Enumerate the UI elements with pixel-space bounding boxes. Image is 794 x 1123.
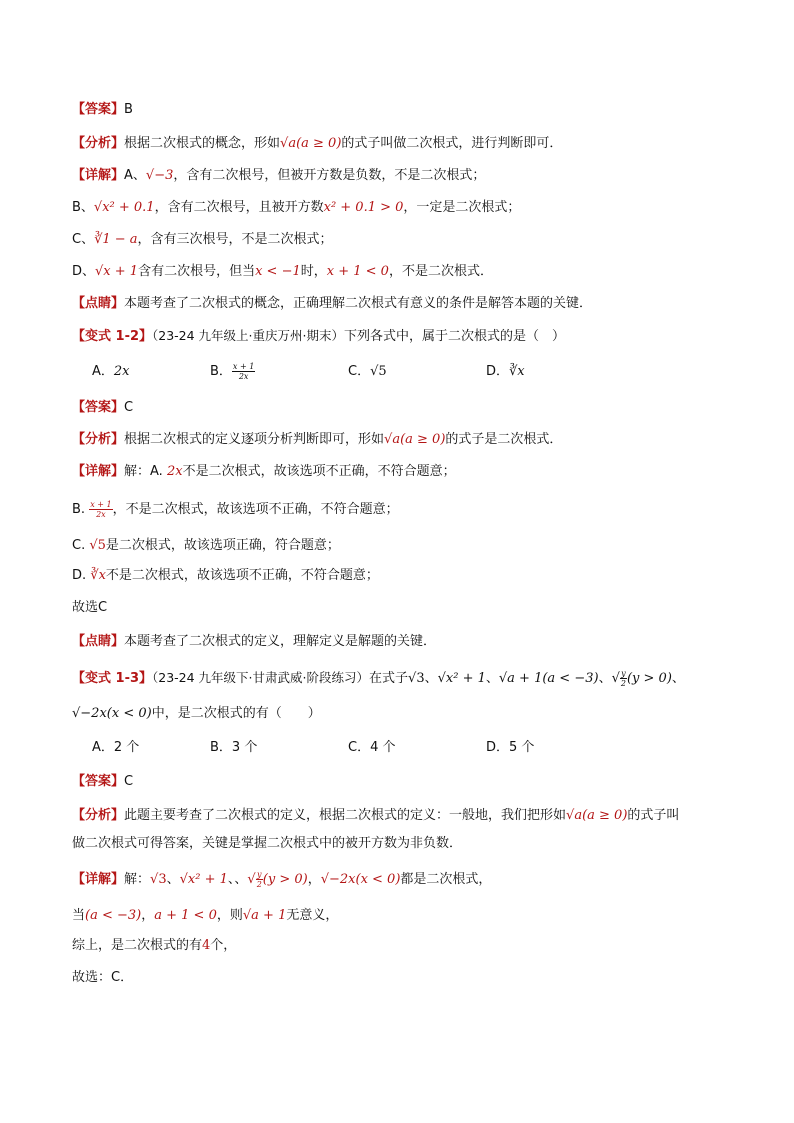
detail-fraction [256,870,263,889]
question-source: （23-24 九年级上·重庆万州·期末） [152,328,345,343]
detail-math: 4 [202,938,211,953]
answer-tag: 【答案】 [72,774,125,789]
separator: ， [307,872,321,887]
detail-line-d [72,566,379,586]
detail-tag: 【详解】 [72,872,125,887]
question-tag: 【变式 1-3】 [72,671,153,686]
option-d [486,738,534,758]
question-title [72,668,685,688]
fraction-denominator: 2x [96,510,106,519]
detail-prefix: C. [72,538,86,553]
detail-math: √−2x(x < 0) [320,872,401,887]
detail-text: 含有二次根号，但当 [138,264,256,279]
option-text: 5 个 [509,740,535,755]
comment-line [72,632,436,652]
expr-sqrt3: √3 [408,671,425,686]
detail-line-b [72,500,399,520]
detail-expr-sqrt-y-over-2 [247,872,307,887]
comment-text: 本题考查了二次根式的概念，正确理解二次根式有意义的条件是解答本题的关键． [124,296,593,311]
separator: 、 [671,671,685,686]
option-label: C． [348,740,371,755]
detail-math: ∛x [90,568,106,583]
separator: ， [141,908,155,923]
option-label: B． [210,740,232,755]
fraction-numerator: x + 1 [232,362,255,371]
analysis-tag: 【分析】 [72,808,125,823]
expr-sqrt-x2-plus-1: √x² + 1 [437,671,486,686]
fraction-denominator: 2x [238,372,249,381]
analysis-text-end: 的式子叫 [627,808,680,823]
answer-line [72,772,133,792]
analysis-tag: 【分析】 [72,432,125,447]
sqrt-symbol [247,872,255,887]
detail-math-2: x² + 0.1 > 0 [323,200,404,215]
question-options [92,738,732,758]
option-label: D． [486,364,510,379]
option-d [486,362,525,382]
detail-line-b [72,198,520,218]
analysis-text: 根据二次根式的概念，形如 [124,136,281,151]
option-label: B． [210,364,232,379]
fraction-numerator: x + 1 [90,500,112,509]
detail-text: ，不是二次根式，故该选项不正确，不符合题意； [112,502,399,517]
detail-text: ，含有三次根号，不是二次根式； [137,232,333,247]
expr-condition: (y > 0) [262,872,308,887]
question-tag: 【变式 1-2】 [72,329,153,344]
conclusion-line [72,968,133,988]
expr-sqrt-y-over-2 [612,671,672,686]
option-math: 2x [113,364,130,379]
detail-line-a [72,870,491,890]
separator: 、 [166,872,180,887]
detail-fraction [89,500,112,519]
option-fraction [232,362,255,381]
question-text: 下列各式中，属于二次根式的是（ ） [344,329,566,344]
detail-text-end: ，不是二次根式． [388,264,493,279]
option-c [348,738,395,758]
answer-value: B [124,102,133,117]
analysis-text-end: 的式子叫做二次根式，进行判断即可． [341,136,563,151]
detail-prefix: B、 [72,200,94,215]
detail-math: √5 [89,538,106,553]
detail-tag: 【详解】 [72,464,125,479]
option-b [210,738,257,758]
detail-text: 不是二次根式，故该选项不正确，不符合题意； [105,568,379,583]
detail-prefix: D、 [72,264,96,279]
fraction-numerator: y [621,669,626,678]
question-title [72,326,565,346]
sqrt-symbol [612,671,620,686]
analysis-text-end: 的式子是二次根式． [445,432,563,447]
detail-math: √a + 1 [242,908,287,923]
detail-math-2: x < −1 [255,264,301,279]
conclusion-text: 故选：C． [72,970,134,985]
separator: 、 [424,671,438,686]
detail-text: ，则 [216,908,243,923]
detail-prefix: 当 [72,908,86,923]
analysis-math: √a(a ≥ 0) [280,136,342,151]
analysis-line [72,806,679,826]
option-text: 2 个 [113,740,140,755]
option-math: √5 [370,364,387,379]
question-text: 中，是二次根式的有（ ） [151,706,321,721]
separator: 、、 [227,872,248,887]
option-a [92,738,139,758]
analysis-text: 此题主要考查了二次根式的定义，根据二次根式的定义：一般地，我们把形如 [124,808,567,823]
detail-math: ∛1 − a [94,232,138,247]
analysis-line [72,134,562,154]
expr-sqrt-a-plus-1: √a + 1(a < −3) [498,671,599,686]
expr-condition: (y > 0) [626,671,672,686]
option-c [348,362,387,382]
detail-text: 是二次根式，故该选项正确，符合题意； [105,538,340,553]
option-label: A． [92,740,114,755]
comment-tag: 【点睛】 [72,296,125,311]
detail-line-c [72,936,236,956]
detail-line-d [72,262,493,282]
detail-line-b [72,906,338,926]
detail-prefix: A、 [124,168,146,183]
conclusion-line [72,598,107,618]
analysis-tag: 【分析】 [72,136,125,151]
detail-tag: 【详解】 [72,168,125,183]
detail-text-end: 无意义， [286,908,339,923]
detail-text-end: ，一定是二次根式； [403,200,521,215]
answer-tag: 【答案】 [72,400,125,415]
separator: 、 [485,671,499,686]
conclusion-text: 故选C [72,600,108,615]
option-label: D． [486,740,510,755]
answer-value: C [124,400,134,415]
analysis-text: 做二次根式可得答案，关键是掌握二次根式中的被开方数为非负数． [72,836,463,851]
detail-prefix: B. [72,502,86,517]
fraction-numerator: y [256,870,262,879]
detail-prefix: 综上，是二次根式的有 [72,938,203,953]
expr-sqrt-neg-2x: √−2x(x < 0) [72,706,152,721]
detail-text: 个， [210,938,237,953]
analysis-line [72,430,562,450]
comment-text: 本题考查了二次根式的定义，理解定义是解题的关键． [124,634,437,649]
question-source: （23-24 九年级下·甘肃武威·阶段练习） [152,670,370,685]
option-label: A． [92,364,114,379]
expr-fraction [620,669,627,688]
fraction-denominator: 2 [256,880,262,889]
question-text: 在式子 [369,671,409,686]
answer-line [72,100,133,120]
option-math: ∛x [509,364,525,379]
detail-line-a [72,166,485,186]
detail-math-3: x + 1 < 0 [326,264,389,279]
detail-math: √x² + 1 [179,872,228,887]
detail-prefix: D. [72,568,87,583]
fraction-denominator: 2 [620,679,626,688]
question-options [92,362,732,382]
detail-line-c [72,536,340,556]
answer-value: C [124,774,134,789]
separator: 、 [598,671,612,686]
analysis-math: √a(a ≥ 0) [566,808,628,823]
question-line-2 [72,704,321,724]
detail-math: √x² + 0.1 [93,200,155,215]
option-label: C． [348,364,371,379]
analysis-math: √a(a ≥ 0) [384,432,446,447]
detail-math: a + 1 < 0 [154,908,217,923]
detail-prefix: 解：A. [124,464,163,479]
option-b [210,362,255,382]
detail-math: √3 [150,872,167,887]
detail-text: ，含有二次根号，但被开方数是负数，不是二次根式； [173,168,486,183]
detail-text-2: 时， [300,264,327,279]
detail-math: √x + 1 [95,264,139,279]
detail-text: 都是二次根式， [400,872,492,887]
detail-math: (a < −3) [85,908,142,923]
detail-line-a [72,462,456,482]
detail-text: ，含有二次根号，且被开方数 [154,200,324,215]
option-a [92,362,130,382]
detail-math: 2x [166,464,183,479]
option-text: 4 个 [370,740,396,755]
option-text: 3 个 [231,740,258,755]
analysis-line-2 [72,834,462,854]
comment-tag: 【点睛】 [72,634,125,649]
detail-prefix: 解： [124,872,151,887]
detail-prefix: C、 [72,232,95,247]
answer-line [72,398,133,418]
comment-line [72,294,592,314]
detail-text: 不是二次根式，故该选项不正确，不符合题意； [182,464,456,479]
analysis-text: 根据二次根式的定义逐项分析判断即可，形如 [124,432,385,447]
answer-tag: 【答案】 [72,102,125,117]
detail-line-c [72,230,333,250]
detail-math: √−3 [145,168,174,183]
